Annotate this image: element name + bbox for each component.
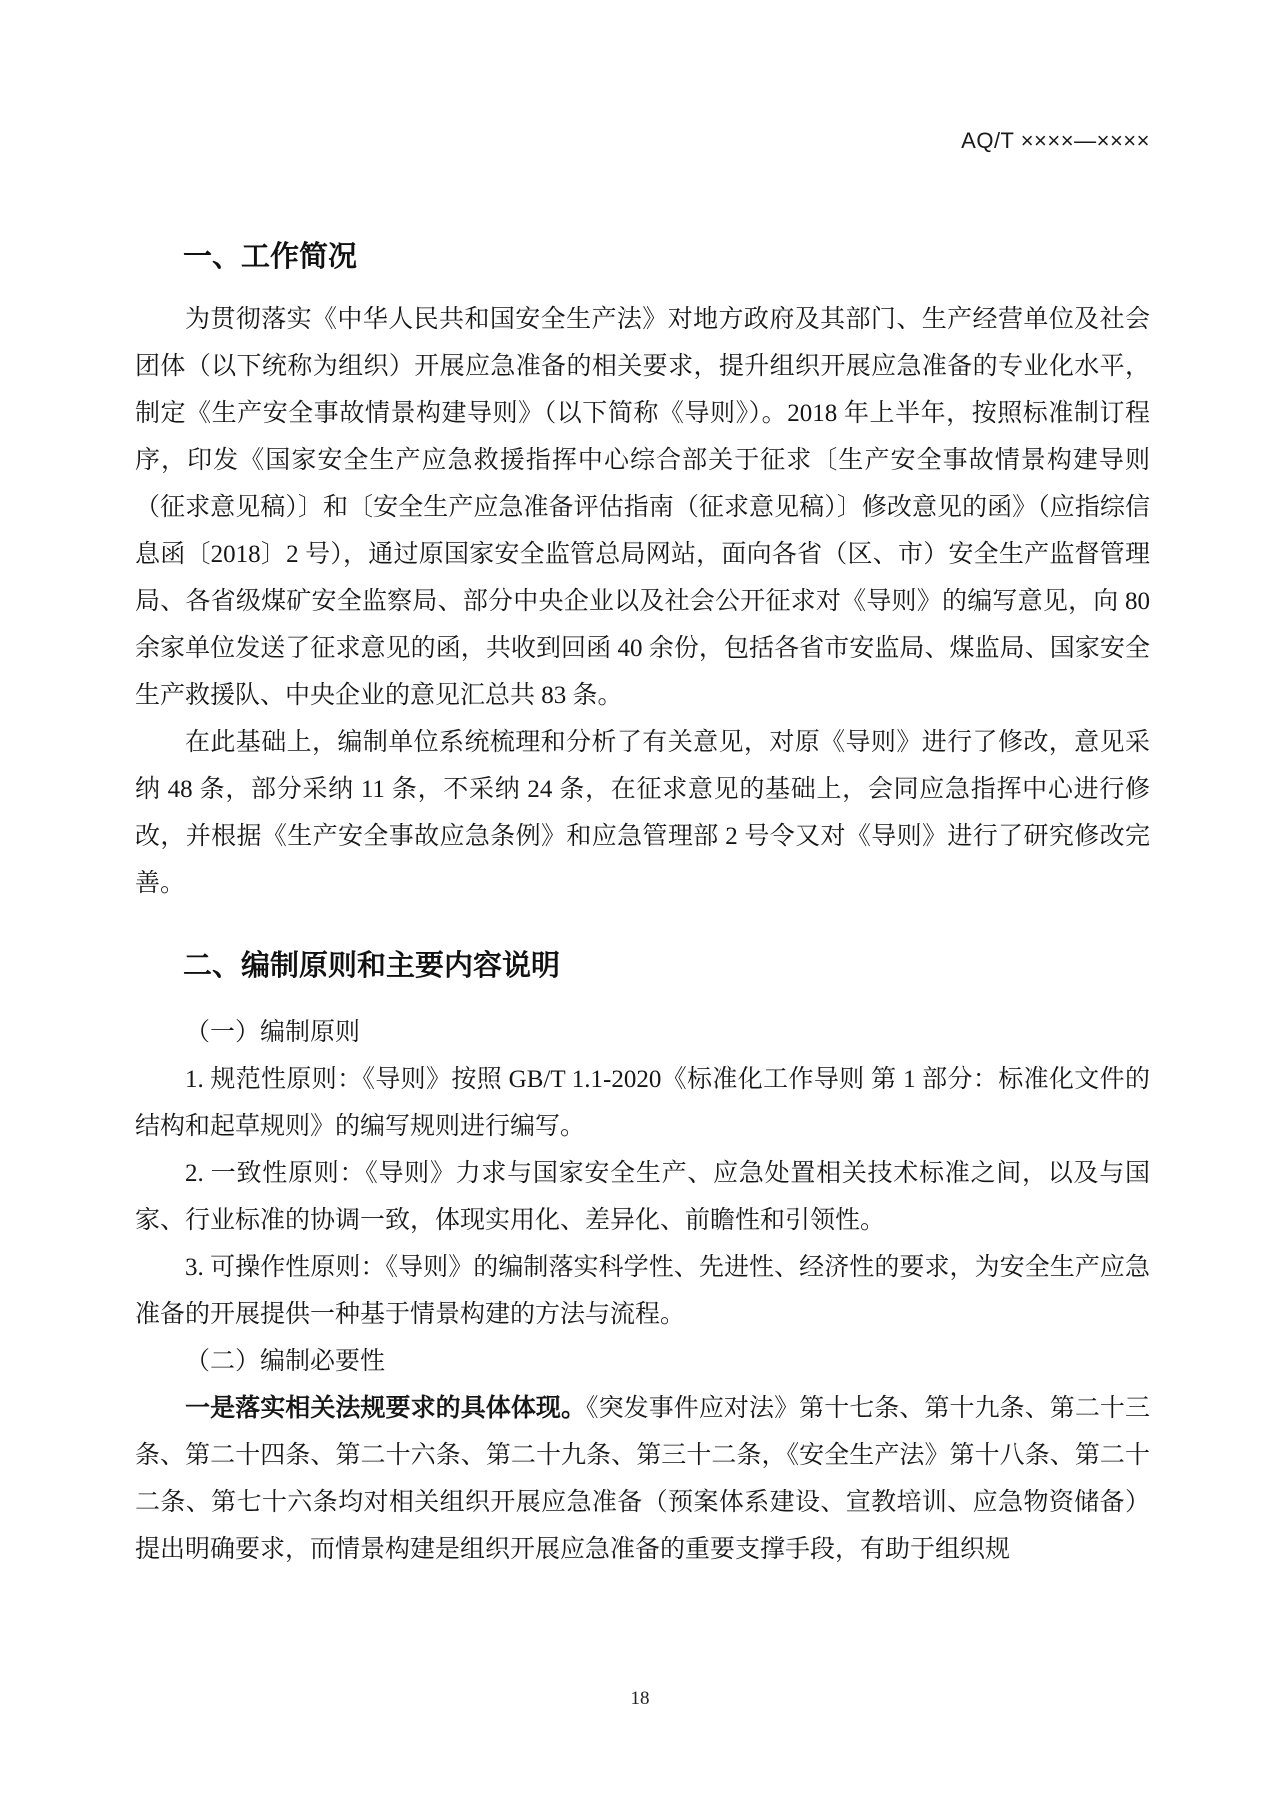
subsection-heading-necessity: （二）编制必要性 bbox=[185, 1348, 386, 1375]
section-heading-work-summary: 一、工作简况 bbox=[183, 241, 358, 273]
paragraph-principle-2: 2. 一致性原则：《导则》力求与国家安全生产、应急处置相关技术标准之间，以及与国家、行业标准的协调一致，体现实用化、差异化、前瞻性和引领性。 bbox=[135, 1160, 1150, 1234]
paragraph-rest-text: 《突发事件应对法》第十七条、第十九条、第二十三条、第二十四条、第二十六条、第二十九条、第三十二条，《安全生产法》第十八条、第二十二条、第七十六条均对相关组织开展应急准备（预案体系建设、宣教培训、应急物资储备）提出明确要求，而情景构建是组织开展应急准备的重要支撑手段，有助于组织规 bbox=[135, 1395, 1150, 1563]
paragraph-principle-1: 1. 规范性原则：《导则》按照 GB/T 1.1-2020《标准化工作导则 第 1 部分：标准化文件的结构和起草规则》的编写规则进行编写。 bbox=[135, 1066, 1150, 1140]
paragraph-background: 为贯彻落实《中华人民共和国安全生产法》对地方政府及其部门、生产经营单位及社会团体（以下统称为组织）开展应急准备的相关要求，提升组织开展应急准备的专业化水平，制定《生产安全事故情景构建导则》（以下简称《导则》）。2018 年上半年，按照标准制订程序，印发《国家安全生产应急救援指挥中心综合部关于征求〔生产安全事故情景构建导则（征求意见稿）〕和〔安全生产应急准备评估指南（征求意见稿）〕修改意见的函》（应指综信息函〔2018〕2 号），通过原国家安全监管总局网站，面向各省（区、市）安全生产监督管理局、各省级煤矿安全监察局、部分中央企业以及社会公开征求对《导则》的编写意见，向 80 余家单位发送了征求意见的函，共收到回函 40 余份，包括各省市安监局、煤监局、国家安全生产救援队、中央企业的意见汇总共 83 条。 bbox=[135, 306, 1150, 709]
paragraph-necessity bbox=[135, 1385, 1150, 1573]
paragraph-principle-3: 3. 可操作性原则：《导则》的编制落实科学性、先进性、经济性的要求，为安全生产应急准备的开展提供一种基于情景构建的方法与流程。 bbox=[135, 1254, 1150, 1328]
paragraph-lead-text: 一是落实相关法规要求的具体体现。 bbox=[185, 1395, 587, 1422]
paragraph-revision: 在此基础上，编制单位系统梳理和分析了有关意见，对原《导则》进行了修改，意见采纳 48 条，部分采纳 11 条，不采纳 24 条，在征求意见的基础上，会同应急指挥中心进行修改，并根据《生产安全事故应急条例》和应急管理部 2 号令又对《导则》进行了研究修改完善。 bbox=[135, 729, 1150, 897]
page-number: 18 bbox=[630, 1688, 650, 1709]
subsection-heading-principles: （一）编制原则 bbox=[185, 1019, 361, 1046]
section-heading-principles: 二、编制原则和主要内容说明 bbox=[183, 950, 561, 982]
doc-code-header: AQ/T ××××—×××× bbox=[961, 128, 1150, 153]
